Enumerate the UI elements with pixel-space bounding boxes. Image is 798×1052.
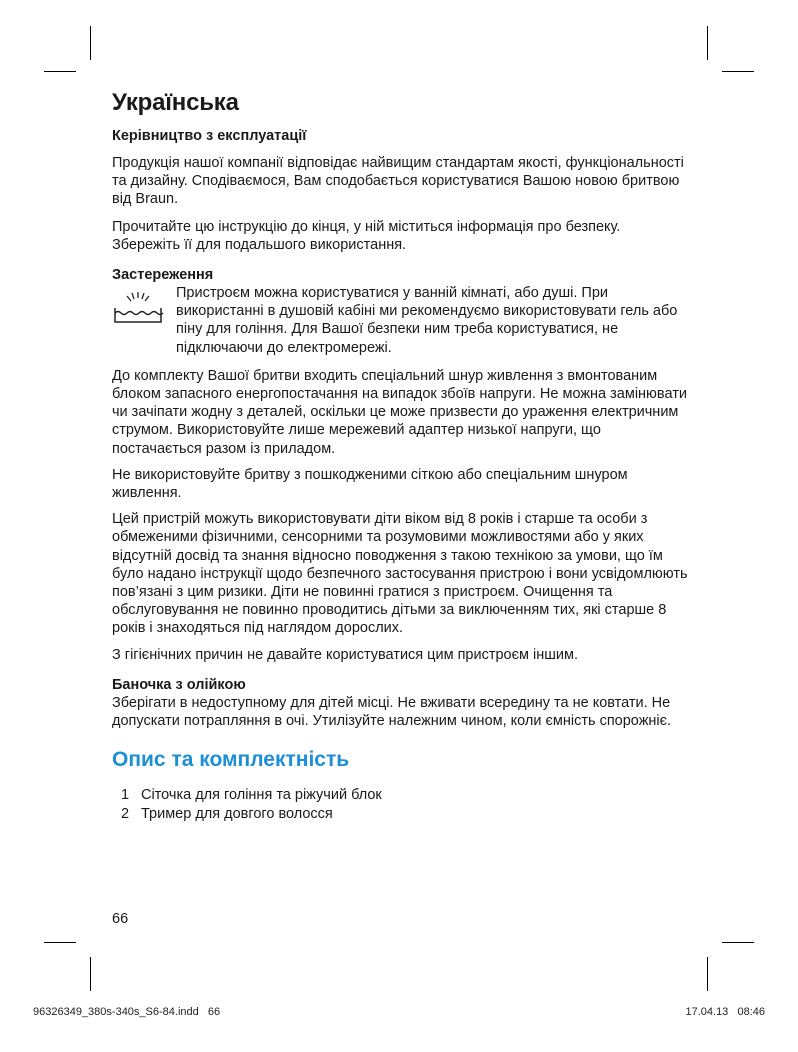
children-warning: Цей пристрій можуть використовувати діти віком від 8 років і старше та особи з обмеженими фізичними, сенсорними та розумовими можливостями або у яких відсутній досвід та знання відносно поводження з такою технікою за умови, що їм було надано інструкції щодо безпечного застосування пристрою і вони усвідомлюють пов’язані з цим ризики. Діти не повинні гратися з пристроєм. Очищення та обслуговування не повинно проводитись дітьми за виключенням тих, які старше 8 років і знаходяться під наглядом дорослих.	[112, 511, 688, 637]
list-item-number: 1	[121, 787, 130, 804]
oil-heading: Баночка з олійкою	[112, 676, 246, 693]
bath-water-icon	[112, 290, 164, 326]
cord-warning: До комплекту Вашої бритви входить спеціальний шнур живлення з вмонтованим блоком запасного енергопостачання на випадок збоїв напруги. Не можна замінювати чи зачіпати жодну з деталей, оскільки це може призвести до ураження електричним струмом. Використовуйте лише мережевий адаптер низької напруги, що постачається разом із приладом.	[112, 367, 687, 457]
hygiene-warning: З гігієнічних причин не давайте користуватися цим пристроєм іншим.	[112, 646, 578, 663]
crop-mark	[44, 71, 76, 72]
manual-heading: Керівництво з експлуатації	[112, 128, 307, 144]
crop-mark	[90, 26, 91, 60]
bath-warning-text: Пристроєм можна користуватися у ванній кімнаті, або душі. При використанні в душовій кабіні ми рекомендуємо використовувати гель або піну для гоління. Для Вашої безпеки ним треба користуватися, не підключаючи до електромережі.	[176, 285, 678, 356]
crop-mark	[707, 26, 708, 60]
bath-warning	[112, 284, 692, 357]
list-item	[112, 786, 692, 804]
intro-paragraph: Прочитайте цю інструкцію до кінця, у ній міститься інформація про безпеку. Збережіть її для подальшого використання.	[112, 218, 621, 253]
intro-paragraph: Продукція нашої компанії відповідає найвищим стандартам якості, функціональності та дизайну. Сподіваємося, Вам сподобається користуватися Вашою новою бритвою від Braun.	[112, 155, 684, 208]
crop-mark	[707, 957, 708, 991]
crop-mark	[44, 942, 76, 943]
list-item-label: Сіточка для гоління та ріжучий блок	[141, 787, 382, 804]
crop-mark	[90, 957, 91, 991]
page-title: Українська	[112, 89, 239, 116]
oil-text: Зберігати в недоступному для дітей місці. Не вживати всередину та не ковтати. Не допускати потрапляння в очі. Утилізуйте належним чином, коли ємність спорожніє.	[112, 694, 672, 730]
list-item-number: 2	[121, 805, 130, 822]
print-slug-file: 96326349_380s-340s_S6-84.indd 66	[33, 1006, 221, 1018]
page-number: 66	[112, 911, 129, 927]
damaged-warning: Не використовуйте бритву з пошкодженими сіткою або спеціальним шнуром живлення.	[112, 466, 628, 502]
warnings-heading: Застереження	[112, 267, 214, 284]
list-item-label: Тример для довгого волосся	[141, 805, 333, 822]
print-slug-date: 17.04.13 08:46	[685, 1006, 765, 1018]
parts-list	[112, 786, 692, 823]
page-content	[112, 88, 692, 823]
crop-mark	[722, 942, 754, 943]
description-heading: Опис та комплектність	[112, 748, 350, 772]
list-item	[112, 805, 692, 823]
crop-mark	[722, 71, 754, 72]
